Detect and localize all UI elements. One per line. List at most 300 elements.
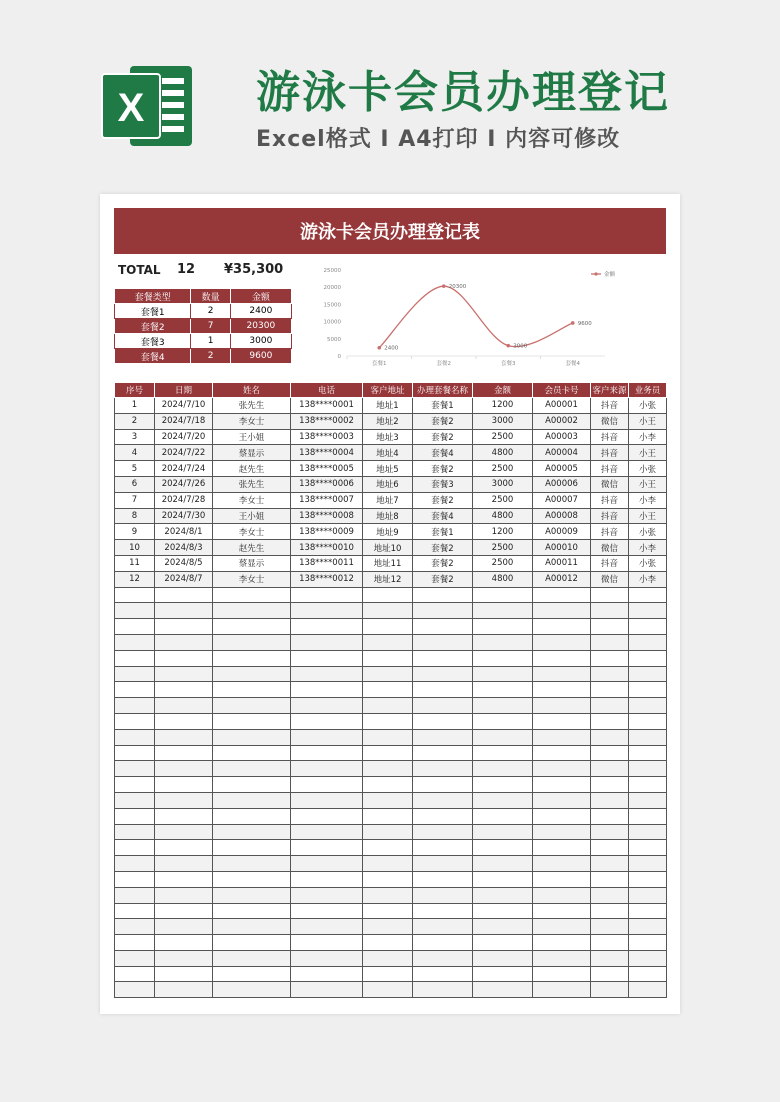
- empty-cell[interactable]: [473, 792, 533, 808]
- table-cell[interactable]: 2500: [473, 555, 533, 571]
- table-cell[interactable]: 2024/7/30: [155, 508, 213, 524]
- empty-cell[interactable]: [155, 761, 213, 777]
- empty-cell[interactable]: [363, 871, 413, 887]
- empty-cell[interactable]: [155, 919, 213, 935]
- empty-cell[interactable]: [533, 950, 591, 966]
- empty-cell[interactable]: [591, 634, 629, 650]
- table-cell[interactable]: 2024/7/26: [155, 476, 213, 492]
- empty-cell[interactable]: [115, 871, 155, 887]
- table-cell[interactable]: 12: [115, 571, 155, 587]
- table-cell[interactable]: 138****0005: [291, 461, 363, 477]
- table-cell[interactable]: A00002: [533, 413, 591, 429]
- empty-cell[interactable]: [473, 603, 533, 619]
- empty-cell[interactable]: [291, 887, 363, 903]
- table-cell[interactable]: 2500: [473, 540, 533, 556]
- table-cell[interactable]: 套餐4: [413, 508, 473, 524]
- table-cell[interactable]: 2024/7/22: [155, 445, 213, 461]
- empty-cell[interactable]: [155, 966, 213, 982]
- table-cell[interactable]: 王小姐: [213, 508, 291, 524]
- empty-cell[interactable]: [591, 792, 629, 808]
- empty-cell[interactable]: [213, 777, 291, 793]
- table-cell[interactable]: 6: [115, 476, 155, 492]
- empty-cell[interactable]: [291, 729, 363, 745]
- empty-cell[interactable]: [629, 698, 667, 714]
- empty-cell[interactable]: [629, 729, 667, 745]
- empty-cell[interactable]: [473, 634, 533, 650]
- empty-cell[interactable]: [291, 650, 363, 666]
- empty-cell[interactable]: [115, 587, 155, 603]
- table-cell[interactable]: 2024/7/20: [155, 429, 213, 445]
- empty-cell[interactable]: [155, 603, 213, 619]
- empty-cell[interactable]: [115, 650, 155, 666]
- empty-cell[interactable]: [413, 634, 473, 650]
- empty-cell[interactable]: [629, 950, 667, 966]
- table-cell[interactable]: A00006: [533, 476, 591, 492]
- empty-cell[interactable]: [363, 713, 413, 729]
- empty-cell[interactable]: [533, 856, 591, 872]
- empty-cell[interactable]: [213, 587, 291, 603]
- empty-cell[interactable]: [155, 808, 213, 824]
- empty-cell[interactable]: [591, 856, 629, 872]
- empty-cell[interactable]: [115, 713, 155, 729]
- empty-cell[interactable]: [291, 903, 363, 919]
- empty-cell[interactable]: [413, 698, 473, 714]
- empty-cell[interactable]: [473, 682, 533, 698]
- empty-cell[interactable]: [115, 887, 155, 903]
- table-cell[interactable]: 李女士: [213, 413, 291, 429]
- empty-cell[interactable]: [591, 966, 629, 982]
- empty-cell[interactable]: [115, 619, 155, 635]
- empty-cell[interactable]: [213, 840, 291, 856]
- empty-cell[interactable]: [363, 587, 413, 603]
- empty-cell[interactable]: [155, 950, 213, 966]
- empty-cell[interactable]: [413, 903, 473, 919]
- empty-cell[interactable]: [115, 808, 155, 824]
- empty-cell[interactable]: [155, 903, 213, 919]
- empty-cell[interactable]: [291, 603, 363, 619]
- empty-cell[interactable]: [291, 935, 363, 951]
- empty-cell[interactable]: [213, 650, 291, 666]
- empty-cell[interactable]: [533, 840, 591, 856]
- table-cell[interactable]: A00004: [533, 445, 591, 461]
- empty-cell[interactable]: [363, 603, 413, 619]
- table-cell[interactable]: 地址5: [363, 461, 413, 477]
- empty-cell[interactable]: [533, 587, 591, 603]
- table-cell[interactable]: 3: [115, 429, 155, 445]
- empty-cell[interactable]: [413, 587, 473, 603]
- table-cell[interactable]: 138****0001: [291, 398, 363, 414]
- empty-cell[interactable]: [213, 619, 291, 635]
- empty-cell[interactable]: [629, 856, 667, 872]
- empty-cell[interactable]: [115, 745, 155, 761]
- table-cell[interactable]: 套餐4: [413, 445, 473, 461]
- empty-cell[interactable]: [291, 587, 363, 603]
- table-cell[interactable]: 张先生: [213, 398, 291, 414]
- empty-cell[interactable]: [473, 650, 533, 666]
- empty-cell[interactable]: [591, 887, 629, 903]
- table-cell[interactable]: 138****0004: [291, 445, 363, 461]
- empty-cell[interactable]: [291, 761, 363, 777]
- table-cell[interactable]: 2500: [473, 461, 533, 477]
- empty-cell[interactable]: [473, 745, 533, 761]
- table-cell[interactable]: 2: [115, 413, 155, 429]
- empty-cell[interactable]: [363, 650, 413, 666]
- empty-cell[interactable]: [115, 729, 155, 745]
- empty-cell[interactable]: [591, 745, 629, 761]
- empty-cell[interactable]: [629, 808, 667, 824]
- table-cell[interactable]: 抖音: [591, 398, 629, 414]
- empty-cell[interactable]: [591, 713, 629, 729]
- empty-cell[interactable]: [115, 698, 155, 714]
- empty-cell[interactable]: [473, 729, 533, 745]
- empty-cell[interactable]: [591, 808, 629, 824]
- empty-cell[interactable]: [115, 777, 155, 793]
- empty-cell[interactable]: [533, 761, 591, 777]
- empty-cell[interactable]: [363, 887, 413, 903]
- table-cell[interactable]: 138****0009: [291, 524, 363, 540]
- empty-cell[interactable]: [115, 856, 155, 872]
- empty-cell[interactable]: [155, 824, 213, 840]
- empty-cell[interactable]: [533, 698, 591, 714]
- empty-cell[interactable]: [473, 871, 533, 887]
- empty-cell[interactable]: [291, 698, 363, 714]
- empty-cell[interactable]: [473, 903, 533, 919]
- table-cell[interactable]: 138****0007: [291, 492, 363, 508]
- empty-cell[interactable]: [413, 729, 473, 745]
- table-cell[interactable]: 地址4: [363, 445, 413, 461]
- empty-cell[interactable]: [413, 682, 473, 698]
- empty-cell[interactable]: [363, 745, 413, 761]
- empty-cell[interactable]: [291, 713, 363, 729]
- table-cell[interactable]: 套餐3: [413, 476, 473, 492]
- empty-cell[interactable]: [413, 619, 473, 635]
- empty-cell[interactable]: [155, 777, 213, 793]
- table-cell[interactable]: 2500: [473, 429, 533, 445]
- empty-cell[interactable]: [473, 950, 533, 966]
- empty-cell[interactable]: [291, 871, 363, 887]
- empty-cell[interactable]: [155, 650, 213, 666]
- empty-cell[interactable]: [213, 713, 291, 729]
- empty-cell[interactable]: [473, 808, 533, 824]
- empty-cell[interactable]: [155, 713, 213, 729]
- empty-cell[interactable]: [155, 745, 213, 761]
- empty-cell[interactable]: [533, 650, 591, 666]
- empty-cell[interactable]: [629, 713, 667, 729]
- table-cell[interactable]: 9: [115, 524, 155, 540]
- empty-cell[interactable]: [413, 792, 473, 808]
- empty-cell[interactable]: [363, 935, 413, 951]
- empty-cell[interactable]: [473, 935, 533, 951]
- empty-cell[interactable]: [155, 666, 213, 682]
- empty-cell[interactable]: [363, 840, 413, 856]
- empty-cell[interactable]: [629, 682, 667, 698]
- empty-cell[interactable]: [629, 650, 667, 666]
- table-cell[interactable]: 小李: [629, 540, 667, 556]
- empty-cell[interactable]: [413, 871, 473, 887]
- table-cell[interactable]: A00008: [533, 508, 591, 524]
- empty-cell[interactable]: [213, 950, 291, 966]
- table-cell[interactable]: 1: [115, 398, 155, 414]
- table-cell[interactable]: 蔡显示: [213, 555, 291, 571]
- empty-cell[interactable]: [115, 792, 155, 808]
- empty-cell[interactable]: [413, 666, 473, 682]
- empty-cell[interactable]: [533, 619, 591, 635]
- table-cell[interactable]: 抖音: [591, 445, 629, 461]
- empty-cell[interactable]: [629, 761, 667, 777]
- empty-cell[interactable]: [115, 634, 155, 650]
- empty-cell[interactable]: [155, 587, 213, 603]
- empty-cell[interactable]: [533, 713, 591, 729]
- empty-cell[interactable]: [473, 856, 533, 872]
- empty-cell[interactable]: [115, 919, 155, 935]
- empty-cell[interactable]: [155, 935, 213, 951]
- table-cell[interactable]: 2024/8/7: [155, 571, 213, 587]
- table-cell[interactable]: 小张: [629, 555, 667, 571]
- empty-cell[interactable]: [115, 603, 155, 619]
- empty-cell[interactable]: [629, 982, 667, 998]
- empty-cell[interactable]: [591, 919, 629, 935]
- table-cell[interactable]: 套餐2: [413, 540, 473, 556]
- empty-cell[interactable]: [291, 792, 363, 808]
- table-cell[interactable]: 8: [115, 508, 155, 524]
- empty-cell[interactable]: [533, 824, 591, 840]
- table-cell[interactable]: 2024/7/28: [155, 492, 213, 508]
- empty-cell[interactable]: [473, 887, 533, 903]
- table-cell[interactable]: 2024/8/1: [155, 524, 213, 540]
- table-cell[interactable]: 11: [115, 555, 155, 571]
- empty-cell[interactable]: [155, 871, 213, 887]
- table-cell[interactable]: 138****0006: [291, 476, 363, 492]
- empty-cell[interactable]: [629, 824, 667, 840]
- empty-cell[interactable]: [533, 634, 591, 650]
- empty-cell[interactable]: [155, 792, 213, 808]
- table-cell[interactable]: 2024/7/10: [155, 398, 213, 414]
- table-cell[interactable]: 1200: [473, 398, 533, 414]
- table-cell[interactable]: A00005: [533, 461, 591, 477]
- empty-cell[interactable]: [213, 919, 291, 935]
- empty-cell[interactable]: [473, 919, 533, 935]
- empty-cell[interactable]: [473, 824, 533, 840]
- empty-cell[interactable]: [413, 761, 473, 777]
- empty-cell[interactable]: [291, 840, 363, 856]
- empty-cell[interactable]: [629, 777, 667, 793]
- table-cell[interactable]: 套餐2: [413, 555, 473, 571]
- table-cell[interactable]: 小王: [629, 413, 667, 429]
- table-cell[interactable]: 2024/7/18: [155, 413, 213, 429]
- table-cell[interactable]: 地址11: [363, 555, 413, 571]
- table-cell[interactable]: 抖音: [591, 555, 629, 571]
- empty-cell[interactable]: [213, 966, 291, 982]
- empty-cell[interactable]: [533, 887, 591, 903]
- table-cell[interactable]: 小李: [629, 492, 667, 508]
- empty-cell[interactable]: [213, 935, 291, 951]
- empty-cell[interactable]: [213, 729, 291, 745]
- table-cell[interactable]: 小李: [629, 571, 667, 587]
- empty-cell[interactable]: [363, 982, 413, 998]
- table-cell[interactable]: 小张: [629, 461, 667, 477]
- empty-cell[interactable]: [591, 935, 629, 951]
- table-cell[interactable]: 3000: [473, 413, 533, 429]
- table-cell[interactable]: 小李: [629, 429, 667, 445]
- empty-cell[interactable]: [591, 982, 629, 998]
- table-cell[interactable]: A00007: [533, 492, 591, 508]
- table-cell[interactable]: 4800: [473, 508, 533, 524]
- table-cell[interactable]: 138****0002: [291, 413, 363, 429]
- empty-cell[interactable]: [213, 824, 291, 840]
- table-cell[interactable]: 套餐2: [413, 413, 473, 429]
- empty-cell[interactable]: [155, 840, 213, 856]
- table-cell[interactable]: 小王: [629, 476, 667, 492]
- empty-cell[interactable]: [629, 903, 667, 919]
- empty-cell[interactable]: [473, 698, 533, 714]
- empty-cell[interactable]: [591, 761, 629, 777]
- empty-cell[interactable]: [533, 792, 591, 808]
- empty-cell[interactable]: [473, 587, 533, 603]
- table-cell[interactable]: A00009: [533, 524, 591, 540]
- empty-cell[interactable]: [533, 777, 591, 793]
- empty-cell[interactable]: [413, 887, 473, 903]
- table-cell[interactable]: 地址3: [363, 429, 413, 445]
- empty-cell[interactable]: [473, 666, 533, 682]
- empty-cell[interactable]: [473, 982, 533, 998]
- empty-cell[interactable]: [473, 713, 533, 729]
- empty-cell[interactable]: [213, 634, 291, 650]
- empty-cell[interactable]: [591, 587, 629, 603]
- empty-cell[interactable]: [115, 966, 155, 982]
- empty-cell[interactable]: [629, 840, 667, 856]
- empty-cell[interactable]: [591, 777, 629, 793]
- table-cell[interactable]: 抖音: [591, 508, 629, 524]
- empty-cell[interactable]: [413, 982, 473, 998]
- empty-cell[interactable]: [363, 903, 413, 919]
- empty-cell[interactable]: [155, 887, 213, 903]
- empty-cell[interactable]: [155, 729, 213, 745]
- empty-cell[interactable]: [115, 903, 155, 919]
- empty-cell[interactable]: [363, 777, 413, 793]
- empty-cell[interactable]: [533, 903, 591, 919]
- table-cell[interactable]: 小张: [629, 398, 667, 414]
- empty-cell[interactable]: [413, 713, 473, 729]
- table-cell[interactable]: 套餐1: [413, 524, 473, 540]
- empty-cell[interactable]: [629, 603, 667, 619]
- empty-cell[interactable]: [363, 950, 413, 966]
- table-cell[interactable]: 小王: [629, 445, 667, 461]
- table-cell[interactable]: A00001: [533, 398, 591, 414]
- table-cell[interactable]: 抖音: [591, 461, 629, 477]
- table-cell[interactable]: 抖音: [591, 524, 629, 540]
- empty-cell[interactable]: [213, 666, 291, 682]
- empty-cell[interactable]: [115, 840, 155, 856]
- empty-cell[interactable]: [413, 950, 473, 966]
- empty-cell[interactable]: [213, 856, 291, 872]
- empty-cell[interactable]: [363, 808, 413, 824]
- empty-cell[interactable]: [591, 682, 629, 698]
- empty-cell[interactable]: [473, 619, 533, 635]
- table-cell[interactable]: A00012: [533, 571, 591, 587]
- empty-cell[interactable]: [155, 856, 213, 872]
- empty-cell[interactable]: [629, 745, 667, 761]
- table-cell[interactable]: 王小姐: [213, 429, 291, 445]
- empty-cell[interactable]: [291, 824, 363, 840]
- empty-cell[interactable]: [629, 919, 667, 935]
- empty-cell[interactable]: [291, 777, 363, 793]
- empty-cell[interactable]: [213, 808, 291, 824]
- empty-cell[interactable]: [213, 745, 291, 761]
- table-cell[interactable]: 4: [115, 445, 155, 461]
- empty-cell[interactable]: [291, 745, 363, 761]
- table-cell[interactable]: 蔡显示: [213, 445, 291, 461]
- table-cell[interactable]: 2024/8/5: [155, 555, 213, 571]
- empty-cell[interactable]: [291, 808, 363, 824]
- table-cell[interactable]: 4800: [473, 571, 533, 587]
- table-cell[interactable]: 138****0010: [291, 540, 363, 556]
- table-cell[interactable]: 138****0012: [291, 571, 363, 587]
- empty-cell[interactable]: [291, 919, 363, 935]
- table-cell[interactable]: 赵先生: [213, 461, 291, 477]
- table-cell[interactable]: 微信: [591, 476, 629, 492]
- empty-cell[interactable]: [115, 824, 155, 840]
- empty-cell[interactable]: [213, 982, 291, 998]
- table-cell[interactable]: 138****0003: [291, 429, 363, 445]
- empty-cell[interactable]: [291, 950, 363, 966]
- table-cell[interactable]: 10: [115, 540, 155, 556]
- table-cell[interactable]: 地址1: [363, 398, 413, 414]
- empty-cell[interactable]: [213, 887, 291, 903]
- empty-cell[interactable]: [155, 634, 213, 650]
- table-cell[interactable]: 2024/8/3: [155, 540, 213, 556]
- table-cell[interactable]: 2500: [473, 492, 533, 508]
- empty-cell[interactable]: [533, 603, 591, 619]
- empty-cell[interactable]: [413, 808, 473, 824]
- table-cell[interactable]: 套餐2: [413, 461, 473, 477]
- empty-cell[interactable]: [533, 935, 591, 951]
- empty-cell[interactable]: [363, 698, 413, 714]
- table-cell[interactable]: 套餐2: [413, 429, 473, 445]
- empty-cell[interactable]: [363, 919, 413, 935]
- empty-cell[interactable]: [155, 619, 213, 635]
- empty-cell[interactable]: [591, 871, 629, 887]
- empty-cell[interactable]: [629, 619, 667, 635]
- empty-cell[interactable]: [213, 761, 291, 777]
- empty-cell[interactable]: [533, 682, 591, 698]
- empty-cell[interactable]: [155, 982, 213, 998]
- empty-cell[interactable]: [629, 792, 667, 808]
- table-cell[interactable]: A00003: [533, 429, 591, 445]
- empty-cell[interactable]: [115, 950, 155, 966]
- empty-cell[interactable]: [291, 966, 363, 982]
- table-cell[interactable]: 3000: [473, 476, 533, 492]
- empty-cell[interactable]: [629, 587, 667, 603]
- empty-cell[interactable]: [473, 966, 533, 982]
- empty-cell[interactable]: [115, 761, 155, 777]
- empty-cell[interactable]: [213, 682, 291, 698]
- table-cell[interactable]: A00010: [533, 540, 591, 556]
- empty-cell[interactable]: [413, 935, 473, 951]
- table-cell[interactable]: 地址8: [363, 508, 413, 524]
- empty-cell[interactable]: [591, 619, 629, 635]
- empty-cell[interactable]: [629, 966, 667, 982]
- table-cell[interactable]: 地址12: [363, 571, 413, 587]
- table-cell[interactable]: 小张: [629, 524, 667, 540]
- empty-cell[interactable]: [473, 777, 533, 793]
- empty-cell[interactable]: [413, 856, 473, 872]
- empty-cell[interactable]: [591, 666, 629, 682]
- empty-cell[interactable]: [213, 603, 291, 619]
- table-cell[interactable]: 7: [115, 492, 155, 508]
- empty-cell[interactable]: [363, 824, 413, 840]
- empty-cell[interactable]: [213, 871, 291, 887]
- empty-cell[interactable]: [213, 698, 291, 714]
